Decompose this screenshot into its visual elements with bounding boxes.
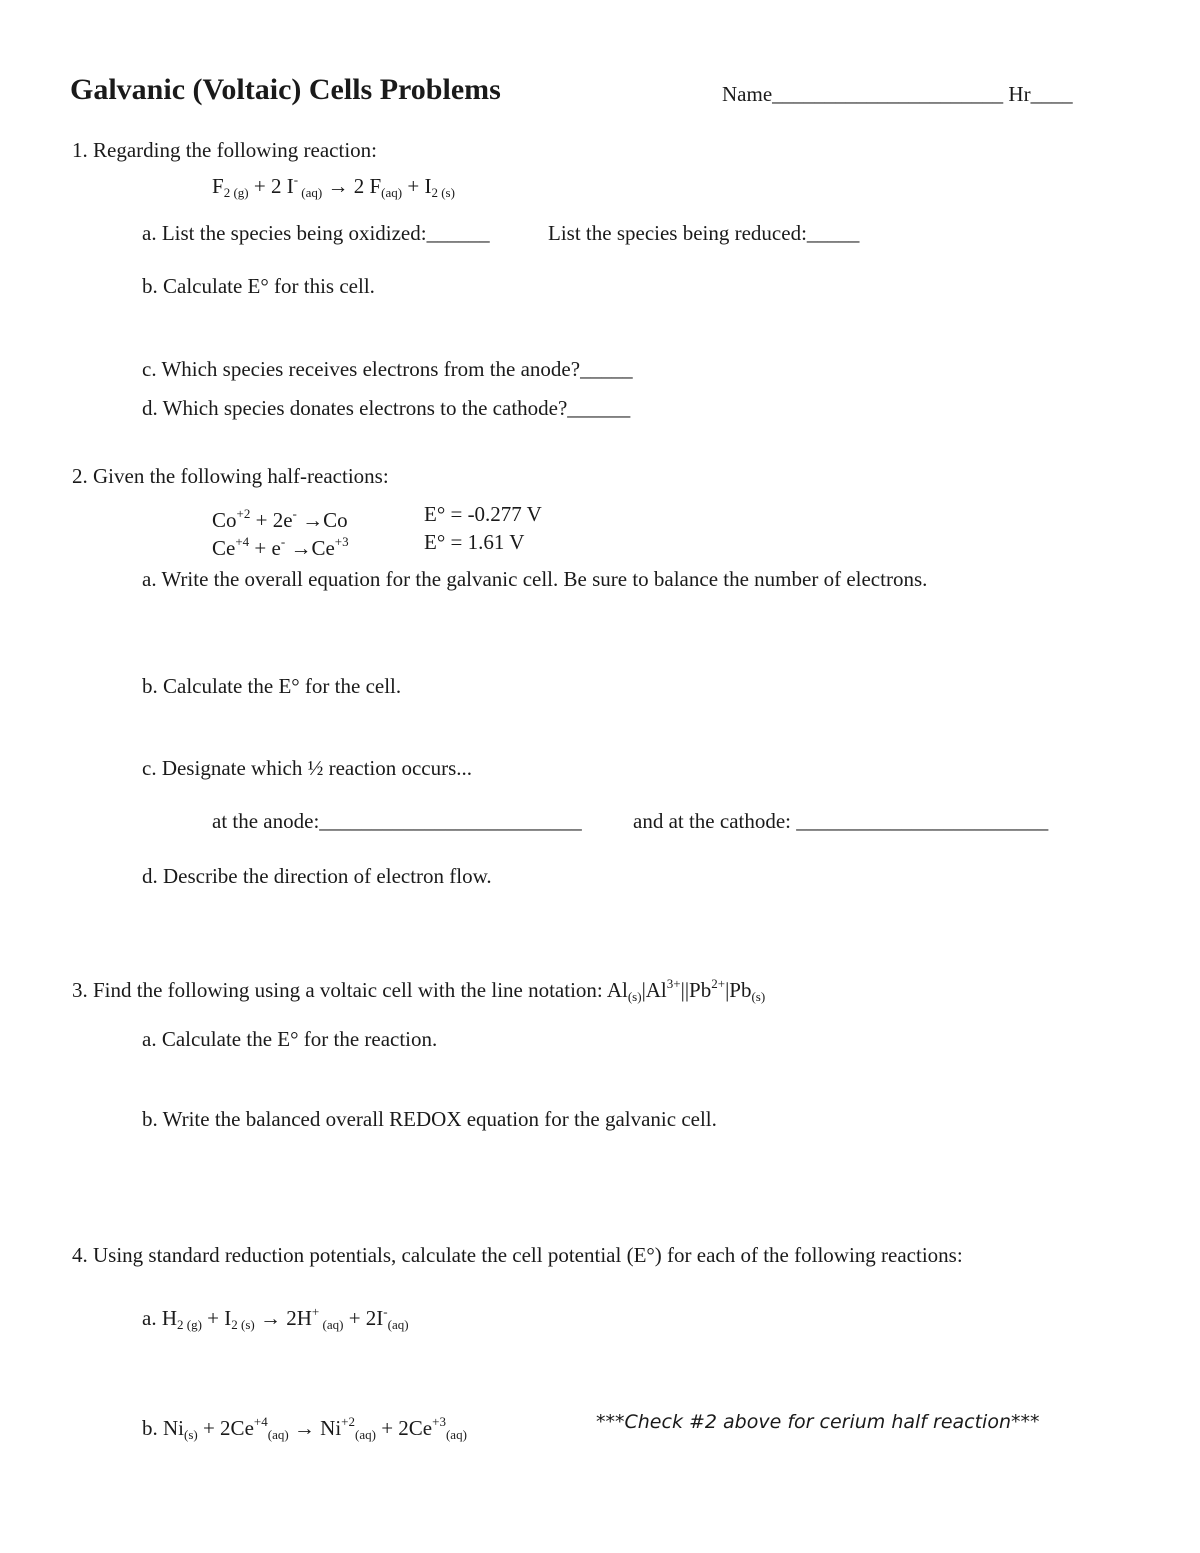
q1b: b. Calculate E° for this cell.: [142, 274, 375, 298]
name-label: Name: [722, 82, 773, 106]
q2d: d. Describe the direction of electron flow.: [142, 864, 492, 888]
q3-prompt: 3. Find the following using a voltaic cell with the line notation: $Al_{(s)}|Al^{3+}||Pb^{2+}|Pb_{(s)}$: [72, 976, 766, 1004]
name-field: [722, 81, 1073, 107]
q1d: d. Which species donates electrons to the cathode?______: [142, 396, 631, 420]
q2-potential-2: E° = 1.61 V: [424, 530, 525, 554]
q3a: a. Calculate the E° for the reaction.: [142, 1027, 438, 1051]
q2b: b. Calculate the E° for the cell.: [142, 674, 402, 698]
name-blank: ______________________: [772, 82, 1004, 106]
q2c-cathode: and at the cathode: ________________________: [633, 809, 1049, 833]
q1-equation: $F_{2 (g)} + 2$ I- $_{(aq)}$ → 2 $F_{(aq)} + I_{2 (s)}$: [212, 172, 455, 200]
q2-half-reaction-1: $Co^{+2} + 2e^- \to Co$: [212, 506, 348, 532]
q4b-equation: b. $Ni_{(s)} + 2Ce^{+4}_{(aq)} \to Ni^{+2}_{(aq)} + 2Ce^{+3}_{(aq)}$: [142, 1414, 467, 1442]
hr-blank: ____: [1030, 82, 1073, 106]
q2c: c. Designate which ½ reaction occurs...: [142, 756, 473, 780]
q4-prompt: 4. Using standard reduction potentials, calculate the cell potential (E°) for each of the following reactions:: [72, 1243, 963, 1267]
q1a-reduced: List the species being reduced:_____: [548, 221, 860, 245]
line-notation: $Al_{(s)}|Al^{3+}||Pb^{2+}|Pb_{(s)}$: [606, 976, 766, 1004]
q1a-oxidized: a. List the species being oxidized:______: [142, 221, 490, 245]
q2-prompt: 2. Given the following half-reactions:: [72, 464, 389, 488]
q2a: a. Write the overall equation for the galvanic cell. Be sure to balance the number of electrons.: [142, 567, 928, 591]
hr-label: Hr: [1008, 82, 1031, 106]
page-title: Galvanic (Voltaic) Cells Problems: [70, 73, 501, 106]
q3b: b. Write the balanced overall REDOX equation for the galvanic cell.: [142, 1107, 717, 1131]
q2-potential-1: E° = -0.277 V: [424, 502, 542, 526]
q1-prompt: 1. Regarding the following reaction:: [72, 138, 378, 162]
q1c: c. Which species receives electrons from the anode?_____: [142, 357, 633, 381]
q2c-anode: at the anode:_________________________: [212, 809, 582, 833]
q4b-note: ***Check #2 above for cerium half reaction***: [596, 1411, 1040, 1433]
q2-half-reaction-2: $Ce^{+4} + e^- \to Ce^{+3}$: [212, 534, 349, 560]
q4a-equation: a. $H_{2 (g)} + I_{2 (s)} \to 2H^+$ $_{(aq)} + 2I^-_{(aq)}$: [142, 1304, 409, 1332]
